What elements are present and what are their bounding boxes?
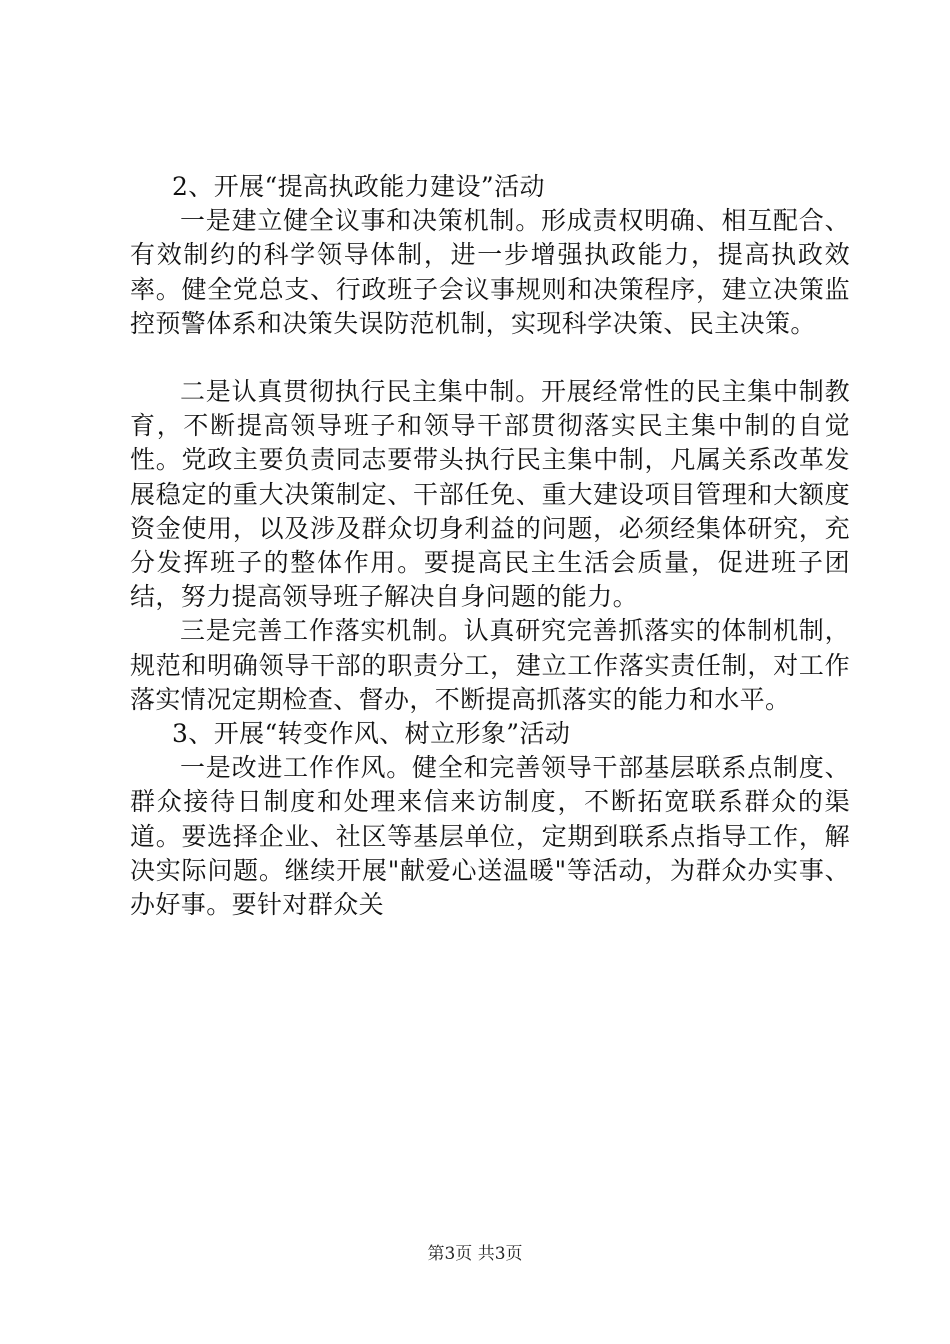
paragraph-work-style: 一是改进工作作风。健全和完善领导干部基层联系点制度、群众接待日制度和处理来信来访制度，不断拓宽联系群众的渠道。要选择企业、社区等基层单位，定期到联系点指导工作，解决实际问题。继续开展"献爱心送温暖"等活动，为群众办实事、办好事。要针对群众关 bbox=[130, 753, 850, 920]
document-body bbox=[130, 170, 850, 922]
paragraph-gap bbox=[130, 341, 850, 375]
paragraph-decision-mechanism: 一是建立健全议事和决策机制。形成责权明确、相互配合、有效制约的科学领导体制，进一步增强执政能力，提高执政效率。健全党总支、行政班子会议事规则和决策程序，建立决策监控预警体系和决策失误防范机制，实现科学决策、民主决策。 bbox=[130, 206, 850, 338]
paragraph-work-implementation: 三是完善工作落实机制。认真研究完善抓落实的体制机制，规范和明确领导干部的职责分工，建立工作落实责任制，对工作落实情况定期检查、督办，不断提高抓落实的能力和水平。 bbox=[130, 616, 850, 714]
section-heading-3: 3、开展“转变作风、树立形象”活动 bbox=[172, 719, 571, 749]
page-footer: 第3页 共3页 bbox=[427, 1244, 523, 1264]
section-heading-2: 2、开展“提高执政能力建设”活动 bbox=[172, 172, 545, 201]
paragraph-democratic-centralism: 二是认真贯彻执行民主集中制。开展经常性的民主集中制教育，不断提高领导班子和领导干部贯彻落实民主集中制的自觉性。党政主要负责同志要带头执行民主集中制，凡属关系改革发展稳定的重大决策制定、干部任免、重大建设项目管理和大额度资金使用，以及涉及群众切身利益的问题，必须经集体研究，充分发挥班子的整体作用。要提高民主生活会质量，促进班子团结，努力提高领导班子解决自身问题的能力。 bbox=[130, 377, 850, 612]
